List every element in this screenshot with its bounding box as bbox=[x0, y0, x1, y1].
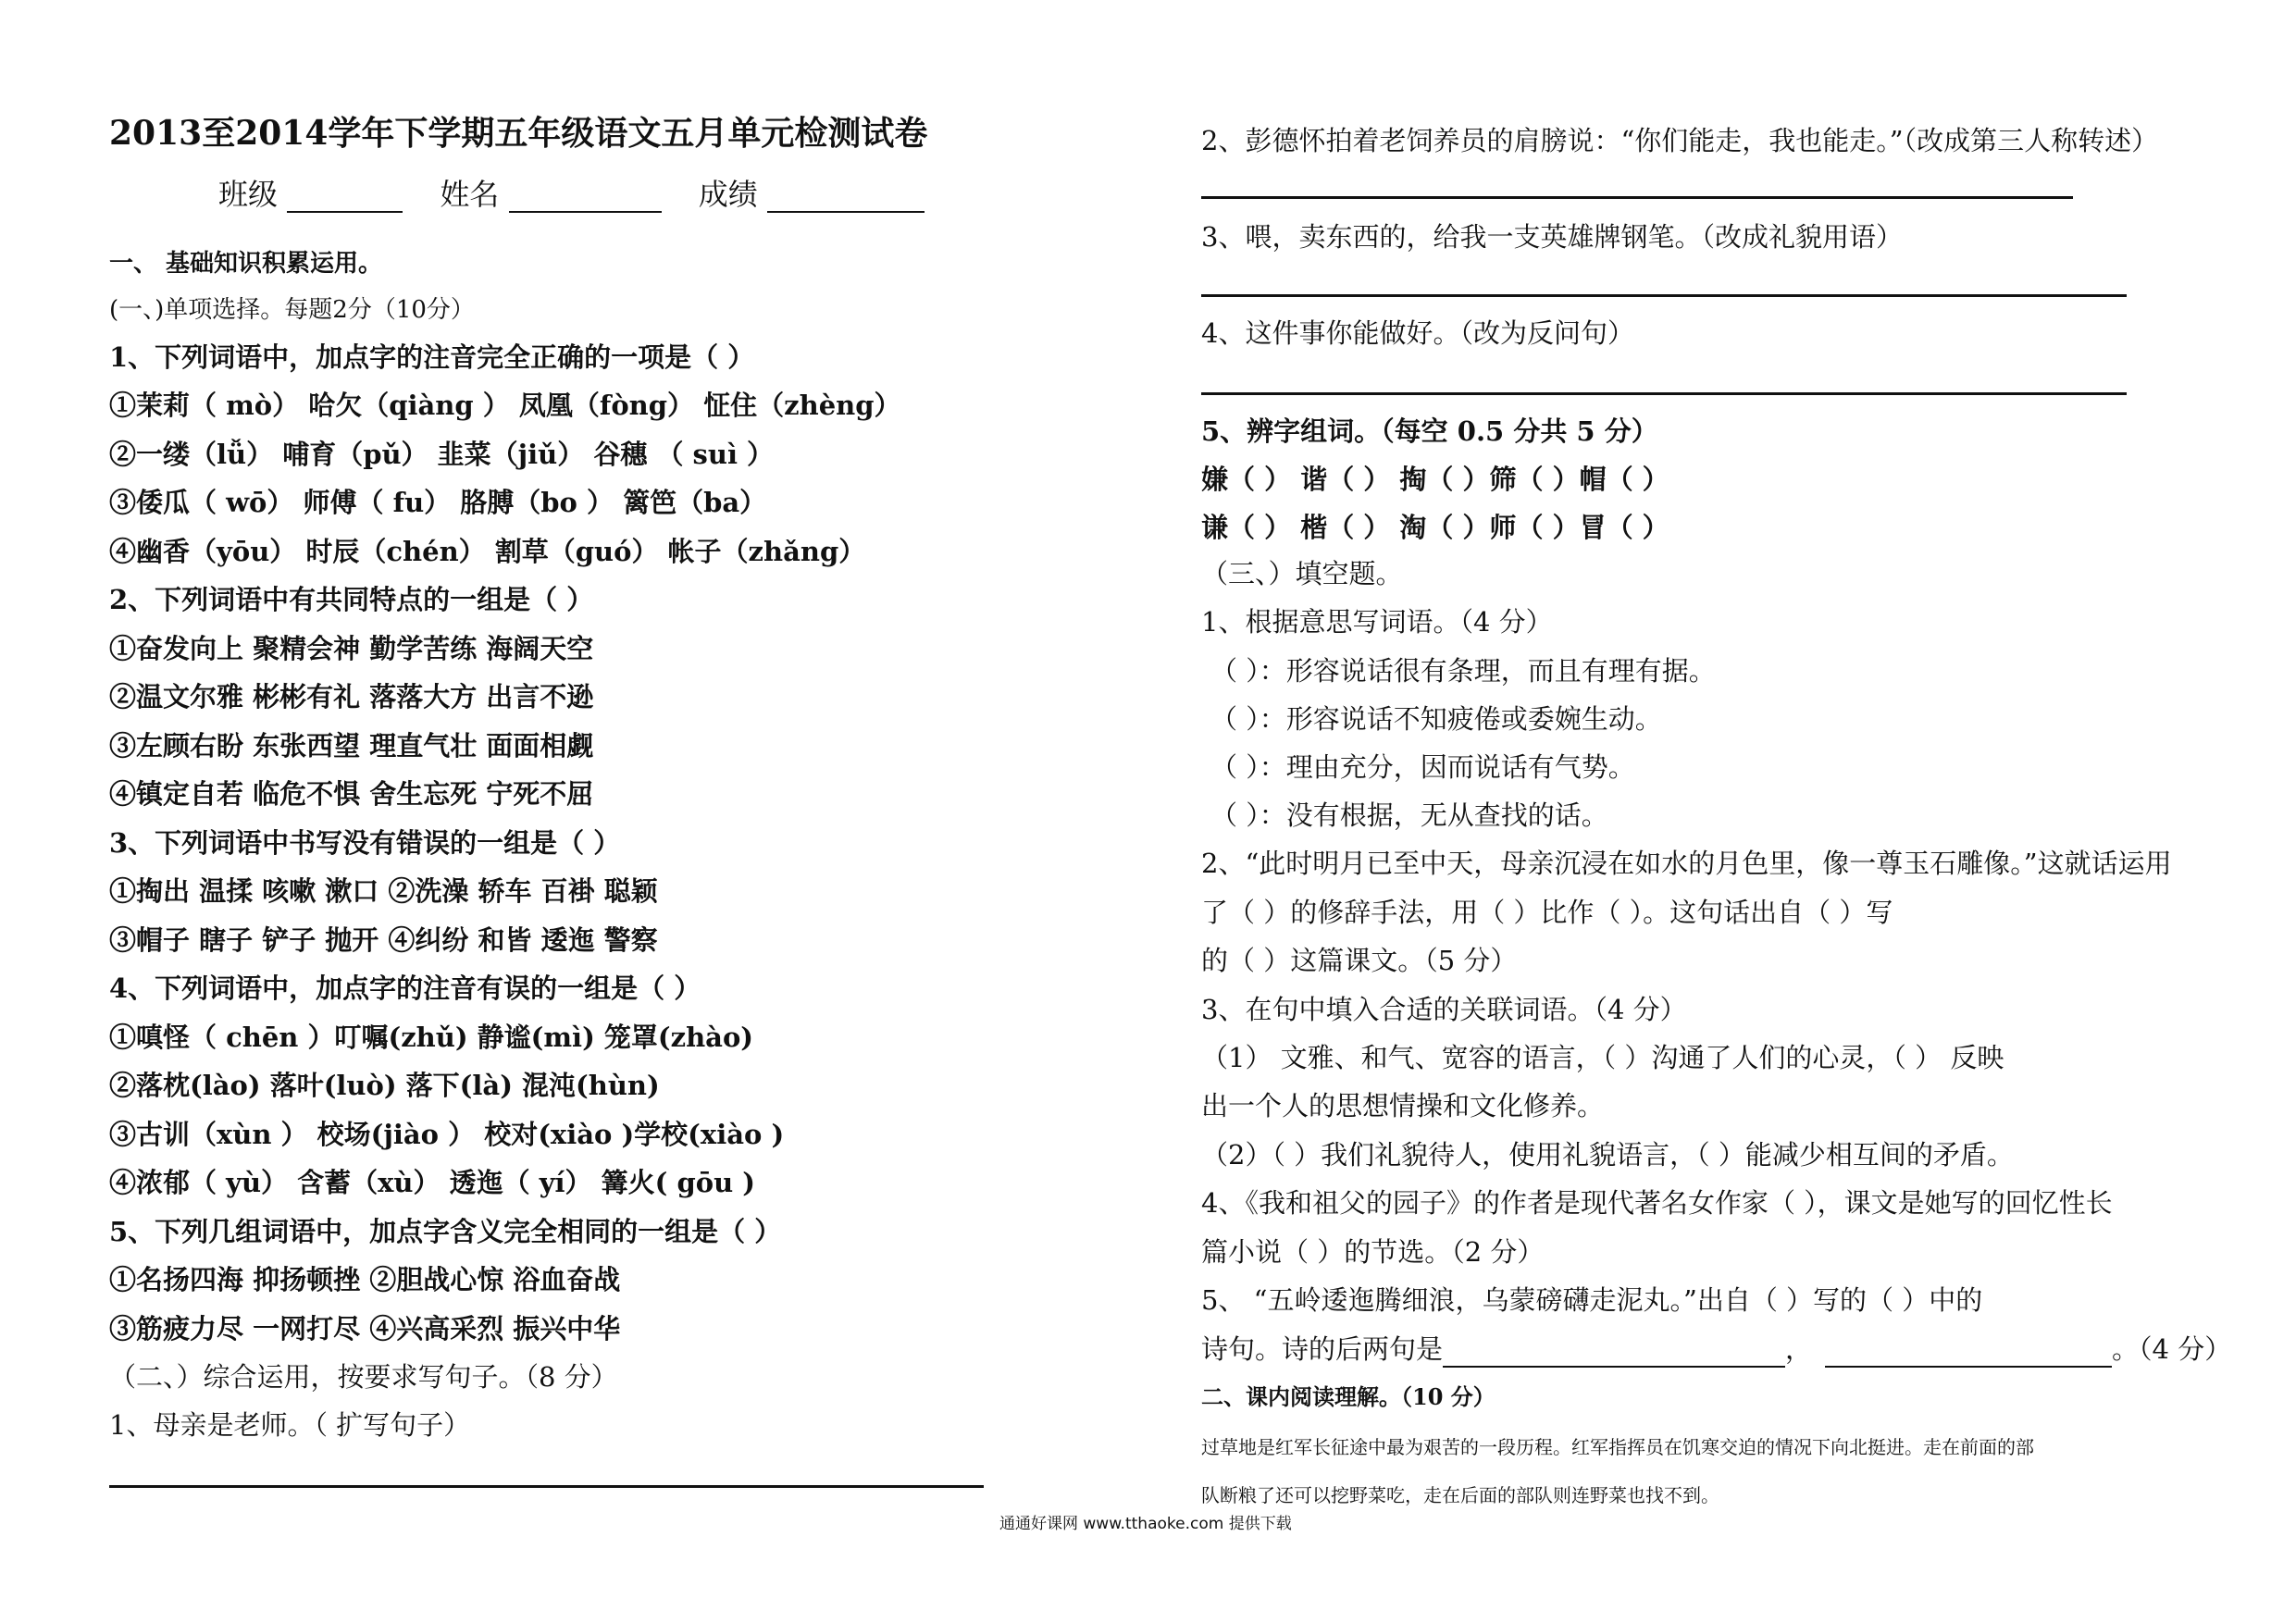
subsection-heading: (一、)单项选择。每题2分（10分） bbox=[109, 296, 475, 324]
question-text: 3、在句中填入合适的关联词语。（4 分） bbox=[1201, 994, 1687, 1025]
option-line: ③帽子 瞎子 铲子 抛开 ④纠纷 和皆 逶迤 警察 bbox=[109, 924, 658, 956]
poem-blank-2[interactable] bbox=[1825, 1338, 2112, 1368]
poem-blank-1[interactable] bbox=[1443, 1338, 1785, 1368]
option-line: ①掏出 温揉 咳嗽 漱口 ②洗澡 轿车 百褂 聪颖 bbox=[109, 875, 658, 907]
question-text: 3、下列词语中书写没有错误的一组是（ ） bbox=[109, 827, 621, 859]
question-text: 了（ ）的修辞手法，用（ ）比作（ ）。这句话出自（ ）写 bbox=[1201, 897, 1893, 928]
poem-answer-row bbox=[1201, 1331, 2231, 1368]
question-text: 2、下列词语中有共同特点的一组是（ ） bbox=[109, 584, 594, 615]
comma: ， bbox=[1785, 1333, 1813, 1365]
subsection-heading: （二、）综合运用，按要求写句子。（8 分） bbox=[109, 1361, 618, 1393]
question-text: 5、辨字组词。（每空 0.5 分共 5 分） bbox=[1201, 415, 1658, 447]
question-text: 4、这件事你能做好。（改为反问句） bbox=[1201, 317, 1634, 349]
question-text: 4、下列词语中，加点字的注音有误的一组是（ ） bbox=[109, 973, 701, 1004]
question-text: 篇小说（ ）的节选。（2 分） bbox=[1201, 1236, 1545, 1268]
option-line: ④幽香（yōu） 时辰（chén） 割草（guó） 帐子（zhǎng） bbox=[109, 536, 866, 567]
answer-line[interactable] bbox=[1201, 294, 2127, 297]
option-line: ④镇定自若 临危不惧 舍生忘死 宁死不屈 bbox=[109, 778, 594, 810]
passage-line: 队断粮了还可以挖野菜吃，走在后面的部队则连野菜也找不到。 bbox=[1201, 1484, 1719, 1506]
question-text: 5、下列几组词语中，加点字含义完全相同的一组是（ ） bbox=[109, 1216, 782, 1247]
option-line: ①奋发向上 聚精会神 勤学苦练 海阔天空 bbox=[109, 633, 594, 664]
option-line: ③左顾右盼 东张西望 理直气壮 面面相觑 bbox=[109, 730, 594, 762]
poem-prompt: 诗句。诗的后两句是 bbox=[1201, 1333, 1444, 1365]
question-text: 3、喂，卖东西的，给我一支英雄牌钢笔。（改成礼貌用语） bbox=[1201, 221, 1903, 253]
question-text: 2、彭德怀拍着老饲养员的肩膀说：“你们能走，我也能走。”（改成第三人称转述） bbox=[1201, 125, 2159, 156]
question-text: 2、“此时明月已至中天，母亲沉浸在如水的月色里，像一尊玉石雕像。”这就话运用 bbox=[1201, 848, 2172, 879]
question-text: 出一个人的思想情操和文化修养。 bbox=[1201, 1090, 1605, 1121]
option-line: ③古训（xùn ） 校场(jiào ） 校对(xiào )学校(xiào ) bbox=[109, 1119, 785, 1150]
fill-blank-line: （ ）：形容说话不知疲倦或委婉生动。 bbox=[1210, 703, 1662, 735]
fill-blank-line: （ ）：理由充分，因而说话有气势。 bbox=[1210, 751, 1635, 783]
section-heading: 二、课内阅读理解。（10 分） bbox=[1201, 1383, 1496, 1410]
score-field[interactable] bbox=[767, 183, 925, 213]
char-group-row: 嫌（ ） 谐（ ） 掏（ ）筛（ ）帽（ ） bbox=[1201, 464, 1669, 495]
fill-blank-line: （ ）：没有根据，无从查找的话。 bbox=[1210, 799, 1608, 831]
option-line: ④浓郁（ yù） 含蓄（xù） 透迤（ yí） 篝火( gōu ) bbox=[109, 1167, 755, 1198]
question-text: 的（ ）这篇课文。（5 分） bbox=[1201, 945, 1518, 976]
question-text: 5、 “五岭逶迤腾细浪，乌蒙磅礴走泥丸。”出自（ ）写的（ ）中的 bbox=[1201, 1284, 1983, 1316]
name-field[interactable] bbox=[509, 183, 662, 213]
name-label: 姓名 bbox=[440, 177, 500, 212]
poem-score: 。（4 分） bbox=[2112, 1333, 2232, 1365]
answer-line[interactable] bbox=[1201, 392, 2127, 395]
class-label: 班级 bbox=[218, 177, 279, 212]
option-line: ③倭瓜（ wō） 师傅（ fu） 胳膊（bo ） 篱笆（ba） bbox=[109, 487, 767, 518]
score-label: 成绩 bbox=[698, 177, 758, 212]
option-line: ③筋疲力尽 一网打尽 ④兴高采烈 振兴中华 bbox=[109, 1313, 621, 1344]
question-text: （1） 文雅、和气、宽容的语言，（ ）沟通了人们的心灵，（ ） 反映 bbox=[1201, 1042, 2004, 1073]
fill-blank-line: （ ）：形容说话很有条理，而且有理有据。 bbox=[1210, 655, 1716, 687]
question-text: 1、母亲是老师。（ 扩写句子） bbox=[109, 1409, 471, 1441]
passage-line: 过草地是红军长征途中最为艰苦的一段历程。红军指挥员在饥寒交迫的情况下向北挺进。走在前面的部 bbox=[1201, 1436, 2034, 1458]
section-heading: 一、 基础知识积累运用。 bbox=[109, 250, 383, 278]
footer-credit: 通通好课网 www.tthaoke.com 提供下载 bbox=[999, 1515, 1292, 1533]
question-text: （2）（ ）我们礼貌待人，使用礼貌语言，（ ）能减少相互间的矛盾。 bbox=[1201, 1139, 2014, 1171]
option-line: ②落枕(lào) 落叶(luò) 落下(là) 混沌(hùn) bbox=[109, 1070, 660, 1101]
option-line: ①名扬四海 抑扬顿挫 ②胆战心惊 浴血奋战 bbox=[109, 1264, 621, 1295]
question-text: 1、根据意思写词语。（4 分） bbox=[1201, 606, 1553, 638]
option-line: ②温文尔雅 彬彬有礼 落落大方 出言不逊 bbox=[109, 681, 594, 712]
option-line: ①嗔怪（ chēn ）叮嘱(zhǔ) 静谧(mì) 笼罩(zhào) bbox=[109, 1022, 754, 1053]
option-line: ②一缕（lǚ） 哺育（pǔ） 韭菜（jiǔ） 谷穗 （ suì ） bbox=[109, 439, 775, 470]
char-group-row: 谦（ ） 楷（ ） 淘（ ）师（ ）冒（ ） bbox=[1201, 512, 1669, 543]
student-info-row bbox=[218, 176, 925, 213]
option-line: ①茉莉（ mò） 哈欠（qiàng ） 凤凰（fòng） 怔住（zhèng） bbox=[109, 390, 901, 421]
class-field[interactable] bbox=[287, 183, 403, 213]
question-text: 1、下列词语中，加点字的注音完全正确的一项是（ ） bbox=[109, 341, 755, 373]
subsection-heading: （三、）填空题。 bbox=[1201, 558, 1403, 589]
answer-line[interactable] bbox=[109, 1485, 984, 1488]
exam-title: 2013至2014学年下学期五年级语文五月单元检测试卷 bbox=[109, 114, 928, 153]
question-text: 4、《我和祖父的园子》的作者是现代著名女作家（ ），课文是她写的回忆性长 bbox=[1201, 1187, 2113, 1219]
answer-line[interactable] bbox=[1201, 196, 2073, 199]
